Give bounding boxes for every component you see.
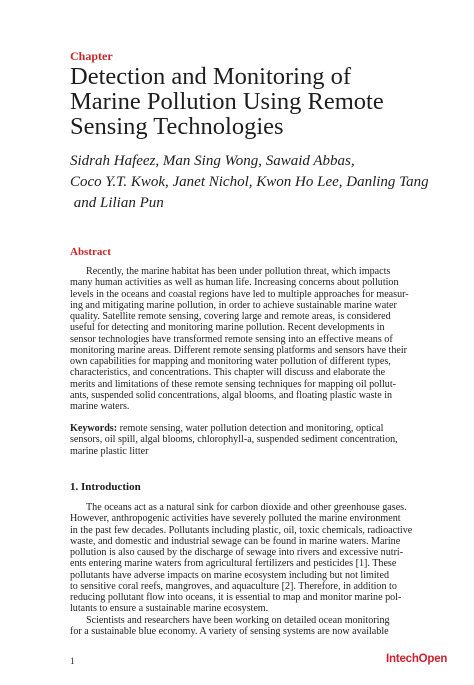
- title-line: Marine Pollution Using Remote: [70, 88, 384, 115]
- abstract-line: characteristics, and concentrations. This chapter will discuss and elaborate the: [70, 367, 386, 379]
- intro-line: pollutants have adverse impacts on marine ecosystem including but not limited: [70, 569, 390, 581]
- abstract-line: ants, suspended solid concentrations, algal blooms, and floating plastic waste in: [70, 389, 393, 401]
- author-line: Coco Y.T. Kwok, Janet Nichol, Kwon Ho Lee, Danling Tang: [70, 174, 429, 190]
- abstract-line: monitoring marine areas. Different remote sensing platforms and sensors have their: [70, 344, 408, 356]
- publisher-logo: IntechOpen: [386, 653, 448, 665]
- abstract-line: levels in the oceans and coastal regions have led to multiple approaches for measur-: [70, 288, 409, 300]
- abstract-heading: Abstract: [70, 246, 111, 258]
- keywords-line: marine plastic litter: [70, 445, 149, 457]
- title-line: Detection and Monitoring of: [70, 63, 352, 90]
- intro-line: However, anthropogenic activities have severely polluted the marine environment: [70, 513, 401, 525]
- keywords-line: sensors, oil spill, algal blooms, chlorophyll-a, suspended sediment concentration,: [70, 434, 398, 446]
- keywords-label: Keywords:: [70, 423, 118, 434]
- abstract-line: sensor technologies have transformed remote sensing into an effective means of: [70, 333, 393, 345]
- keywords-paragraph: [70, 423, 410, 457]
- chapter-label: Chapter: [70, 49, 113, 63]
- keywords-text: remote sensing, water pollution detection and monitoring, optical: [117, 423, 384, 434]
- section-heading-introduction: 1. Introduction: [70, 481, 141, 493]
- abstract-line: quality. Satellite remote sensing, covering large and remote areas, is considered: [70, 311, 391, 322]
- abstract-line: merits and limitations of these remote sensing techniques for mapping oil pollut-: [70, 378, 397, 390]
- introduction-body: [70, 502, 413, 637]
- intro-line: for a sustainable blue economy. A variety of sensing systems are now available: [70, 625, 389, 637]
- title-line: Sensing Technologies: [70, 113, 284, 140]
- intro-line: Scientists and researchers have been working on detailed ocean monitoring: [86, 614, 390, 626]
- intro-line: The oceans act as a natural sink for carbon dioxide and other greenhouse gases.: [86, 502, 407, 513]
- abstract-line: ing and mitigating marine pollution, in order to achieve sustainable marine water: [70, 299, 397, 311]
- intro-line: waste, and domestic and industrial sewage can be found in marine waters. Marine: [70, 535, 401, 547]
- abstract-line: useful for detecting and monitoring marine pollution. Recent developments in: [70, 322, 385, 334]
- chapter-title: [70, 64, 450, 139]
- intro-line: in the past few decades. Pollutants including plastic, oil, toxic chemicals, radioactive: [70, 524, 413, 536]
- author-line: Sidrah Hafeez, Man Sing Wong, Sawaid Abbas,: [70, 153, 355, 169]
- page-number: 1: [70, 656, 75, 666]
- abstract-line: Recently, the marine habitat has been under pollution threat, which impacts: [86, 266, 391, 277]
- intro-line: to sensitive coral reefs, mangroves, and aquaculture [2]. Therefore, in addition to: [70, 580, 397, 592]
- intro-line: pollution is also caused by the discharge of sewage into rivers and excessive nutri-: [70, 547, 404, 558]
- abstract-line: many human activities as well as human life. Increasing concerns about pollution: [70, 277, 399, 289]
- keywords-line: [70, 423, 410, 434]
- abstract-line: own capabilities for mapping and monitoring water pollution of different types,: [70, 356, 391, 367]
- author-line: and Lilian Pun: [70, 195, 164, 211]
- intro-line: ents entering marine waters from agricultural fertilizers and pesticides [1]. These: [70, 558, 397, 570]
- intro-line: reducing pollutant flow into oceans, it is essential to map and monitor marine pol-: [70, 592, 402, 603]
- abstract-line: marine waters.: [70, 401, 130, 412]
- abstract-paragraph: [70, 266, 410, 412]
- intro-line: lutants to ensure a sustainable marine ecosystem.: [70, 603, 269, 615]
- author-list: [70, 151, 450, 214]
